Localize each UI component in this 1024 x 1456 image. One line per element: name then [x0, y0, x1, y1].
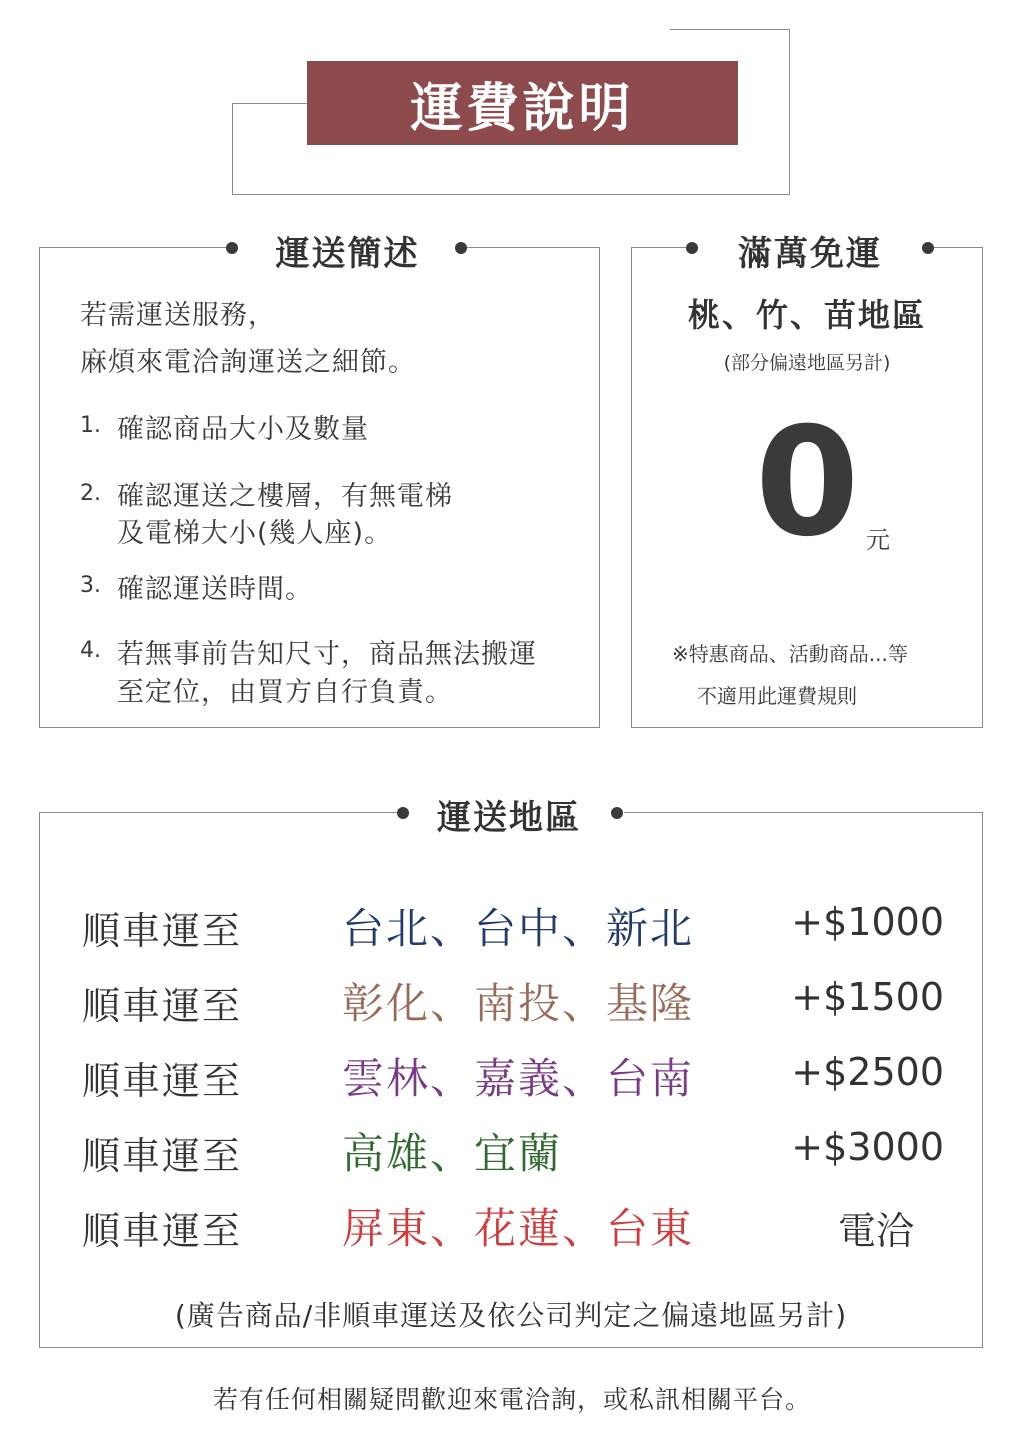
footer-text: 若有任何相關疑問歡迎來電洽詢，或私訊相關平台。	[212, 1385, 811, 1414]
delivery-footnote: (廣告商品/非順車運送及依公司判定之偏遠地區另計)	[174, 1299, 848, 1332]
item-number: 3.	[80, 573, 101, 598]
row-label: 順車運至	[82, 909, 243, 953]
section-title-overview: 運送簡述	[275, 234, 420, 274]
section-title-free-shipping: 滿萬免運	[738, 234, 882, 274]
row-price: +$1000	[791, 900, 944, 944]
row-price: +$1500	[791, 975, 944, 1019]
bullet-dot	[226, 242, 238, 254]
item-number: 2.	[80, 481, 101, 506]
bullet-dot	[922, 242, 934, 254]
row-label: 順車運至	[82, 984, 243, 1028]
item-line: 至定位，由買方自行負責。	[117, 677, 453, 708]
item-line: 若無事前告知尺寸，商品無法搬運	[117, 639, 537, 670]
bullet-dot	[455, 242, 467, 254]
row-label: 順車運至	[82, 1059, 243, 1103]
currency-unit: 元	[866, 526, 890, 554]
section-title-delivery: 運送地區	[437, 798, 581, 838]
item-line: 及電梯大小(幾人座)。	[117, 518, 393, 549]
item-line: 確認運送之樓層，有無電梯	[117, 481, 453, 512]
row-price: 電洽	[837, 1209, 914, 1253]
page-title: 運費說明	[307, 61, 738, 145]
free-shipping-regions: 桃、竹、苗地區	[687, 296, 926, 334]
item-line: 確認商品大小及數量	[117, 414, 369, 445]
item-number: 4.	[80, 638, 101, 663]
row-price: +$2500	[791, 1050, 944, 1094]
row-cities: 台北、台中、新北	[342, 904, 695, 953]
bullet-dot	[611, 807, 623, 819]
bullet-dot	[397, 807, 409, 819]
bullet-dot	[686, 242, 698, 254]
row-cities: 雲林、嘉義、台南	[342, 1054, 695, 1103]
row-cities: 高雄、宜蘭	[342, 1129, 563, 1178]
free-shipping-note: (部分偏遠地區另計)	[723, 352, 891, 374]
item-line: 確認運送時間。	[117, 574, 313, 605]
row-cities: 彰化、南投、基隆	[342, 979, 695, 1028]
overview-intro-line2: 麻煩來電洽詢運送之細節。	[80, 347, 416, 378]
row-cities: 屏東、花蓮、台東	[342, 1204, 695, 1253]
item-number: 1.	[80, 413, 101, 438]
exclusion-note-line2: 不適用此運費規則	[697, 684, 857, 708]
exclusion-note-line1: ※特惠商品、活動商品...等	[672, 642, 908, 666]
row-label: 順車運至	[82, 1209, 243, 1253]
free-shipping-amount: 0	[755, 396, 860, 570]
row-label: 順車運至	[82, 1134, 243, 1178]
overview-intro-line1: 若需運送服務，	[80, 300, 276, 331]
row-price: +$3000	[791, 1125, 944, 1169]
